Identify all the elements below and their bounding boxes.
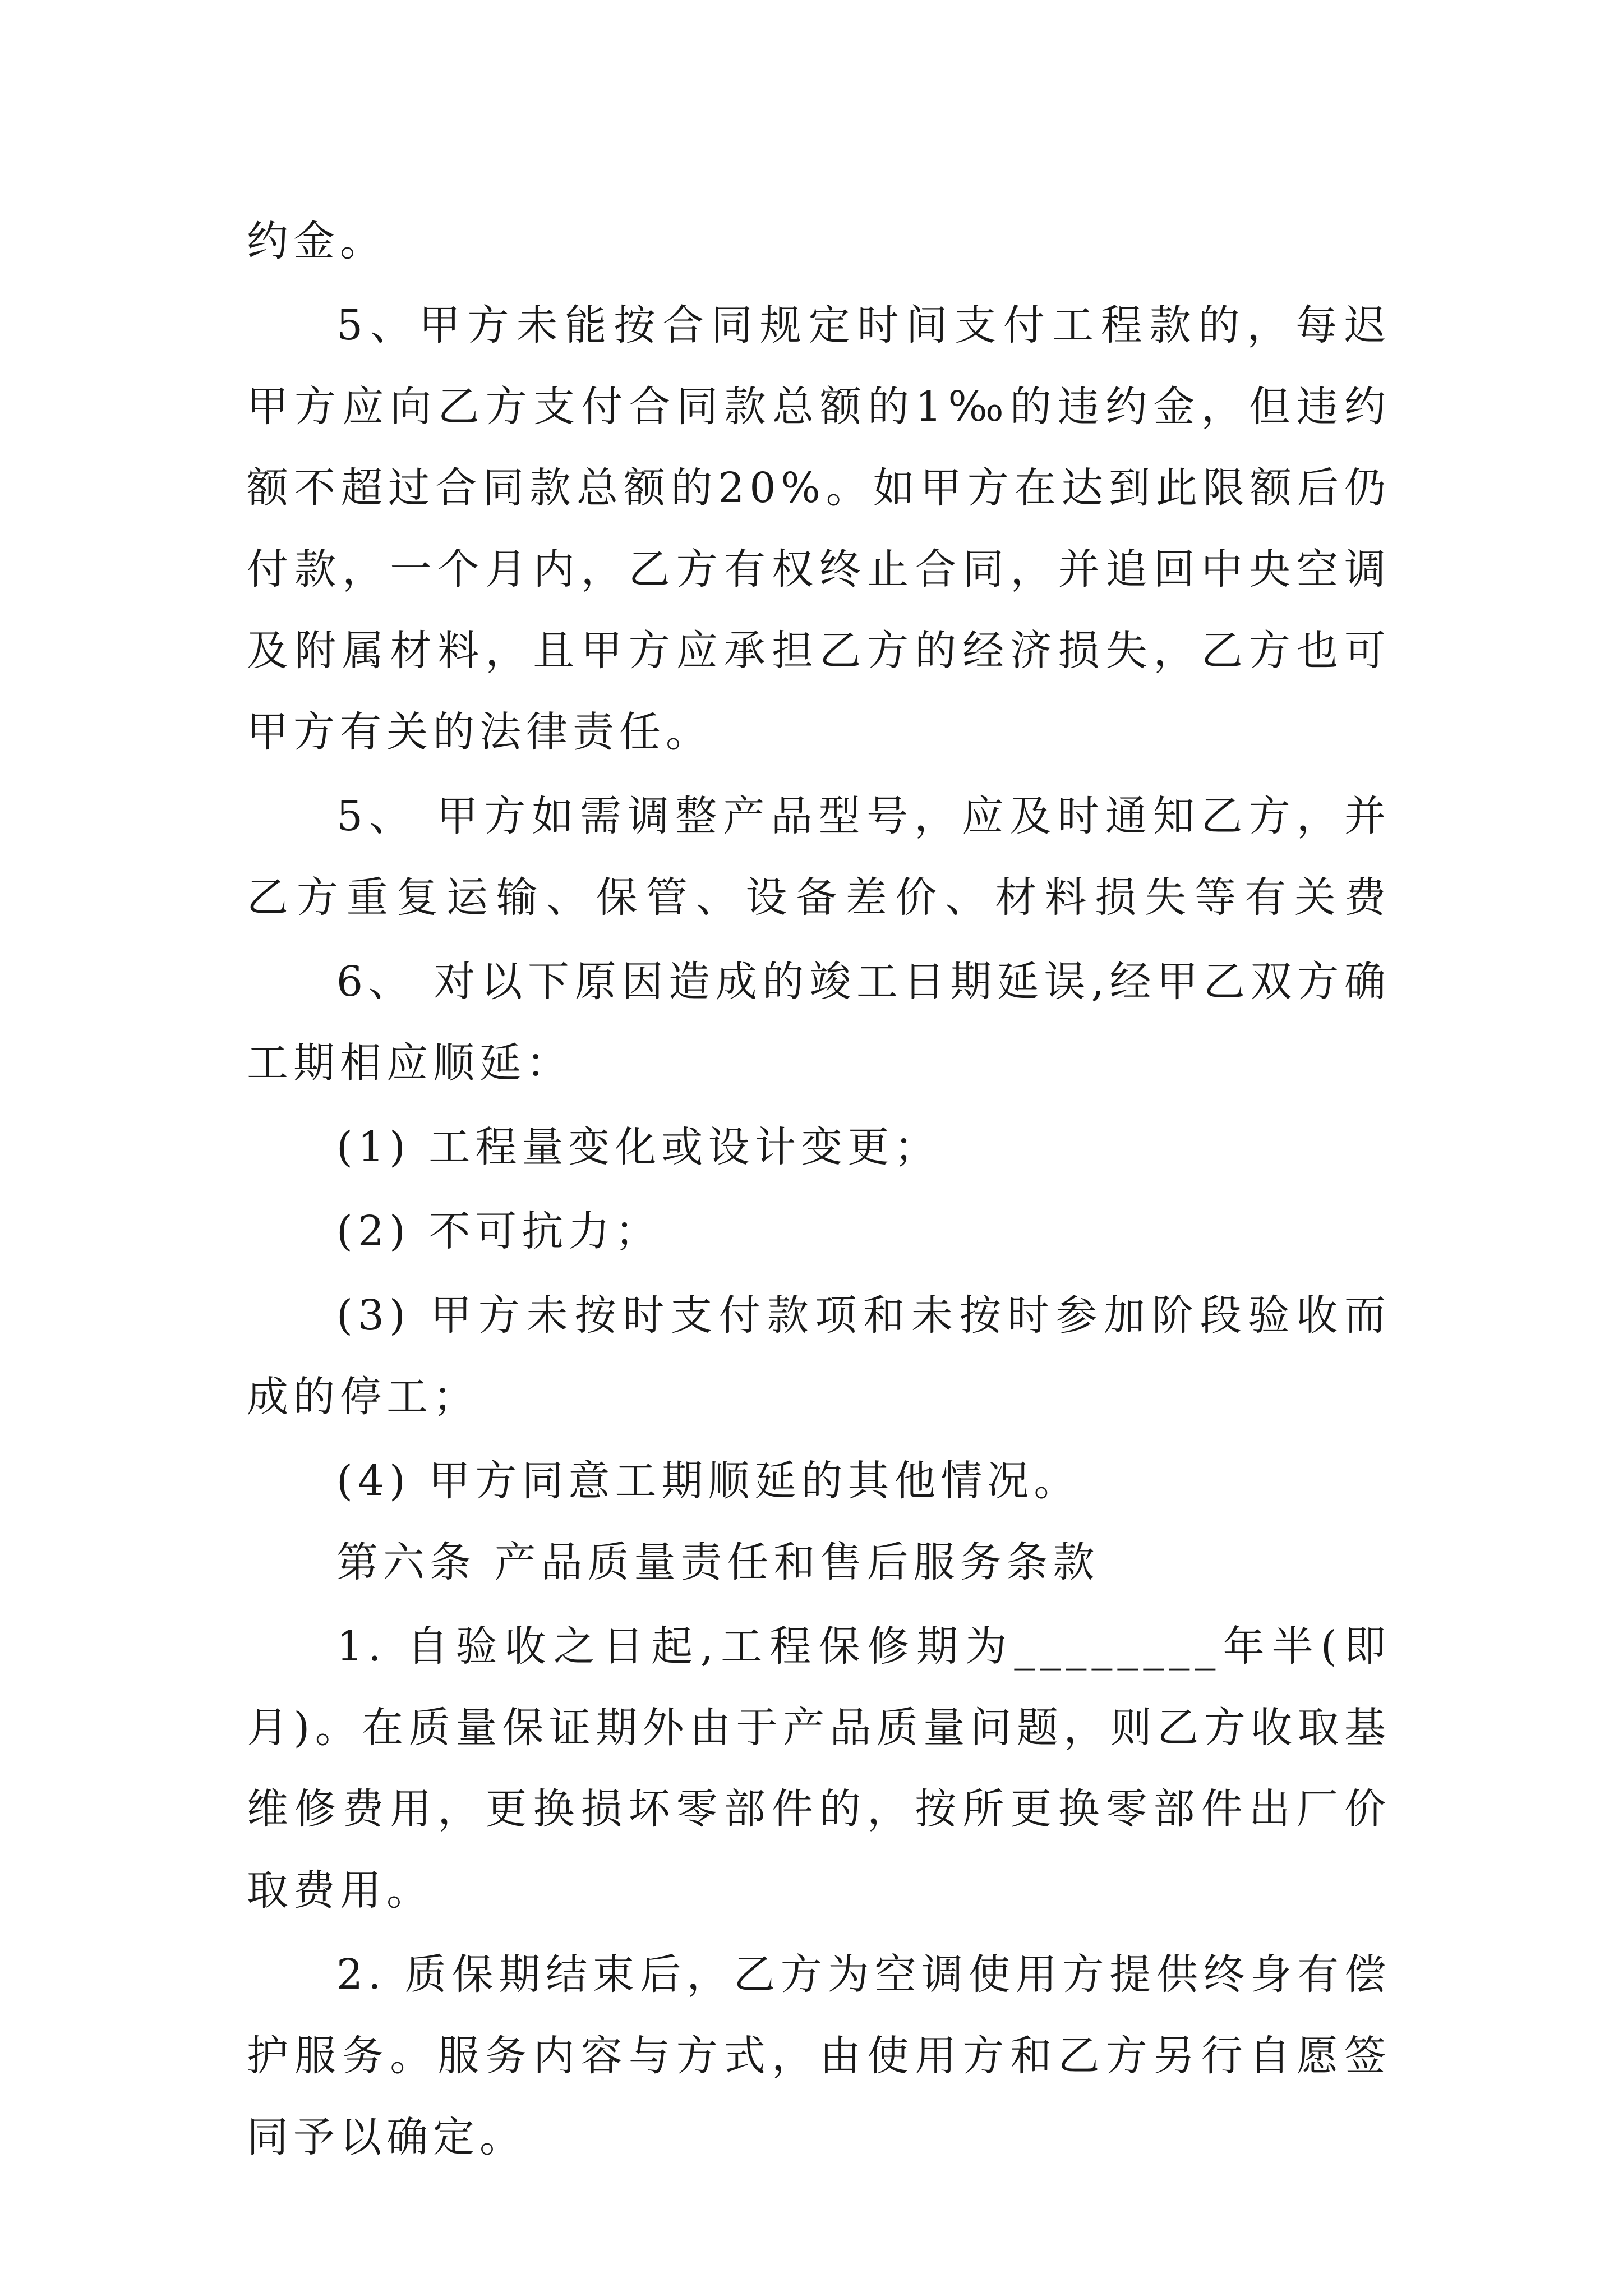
paragraph-line: 及附属材料，且甲方应承担乙方的经济损失，乙方也可 — [247, 627, 1391, 675]
paragraph-line: 2. 质保期结束后，乙方为空调使用方提供终身有偿 — [336, 1950, 1391, 1999]
paragraph-line: 取费用。 — [247, 1866, 433, 1915]
paragraph-line: 护服务。服务内容与方式，由使用方和乙方另行自愿签 — [247, 2032, 1391, 2080]
paragraph-line: 约金。 — [247, 217, 386, 265]
paragraph-line: 同予以确定。 — [247, 2113, 526, 2161]
paragraph-line: 5、甲方未能按合同规定时间支付工程款的，每迟 — [336, 301, 1391, 349]
list-item: (4) 甲方同意工期顺延的其他情况。 — [336, 1457, 1081, 1505]
paragraph-line: 成的停工； — [247, 1373, 479, 1421]
list-item: (1) 工程量变化或设计变更； — [336, 1123, 941, 1171]
paragraph-line: 5、 甲方如需调整产品型号，应及时通知乙方，并 — [336, 792, 1391, 840]
paragraph-line: 维修费用，更换损坏零部件的，按所更换零部件出厂价 — [247, 1785, 1391, 1833]
paragraph-line: 甲方应向乙方支付合同款总额的1‰的违约金，但违约 — [247, 383, 1391, 431]
paragraph-line: 6、 对以下原因造成的竣工日期延误,经甲乙双方确 — [336, 958, 1391, 1006]
section-heading: 第六条 产品质量责任和售后服务条款 — [336, 1538, 1100, 1586]
paragraph-line: 1. 自验收之日起,工程保修期为________年半(即 — [336, 1622, 1391, 1671]
list-item: (3) 甲方未按时支付款项和未按时参加阶段验收而 — [336, 1291, 1391, 1340]
list-item: (2) 不可抗力； — [336, 1207, 662, 1255]
paragraph-line: 月)。在质量保证期外由于产品质量问题，则乙方收取基 — [247, 1704, 1391, 1752]
paragraph-line: 工期相应顺延： — [247, 1039, 573, 1087]
paragraph-line: 额不超过合同款总额的20%。如甲方在达到此限额后仍 — [247, 464, 1391, 512]
paragraph-line: 甲方有关的法律责任。 — [247, 708, 712, 756]
paragraph-line: 乙方重复运输、保管、设备差价、材料损失等有关费 — [247, 873, 1391, 922]
paragraph-line: 付款，一个月内，乙方有权终止合同，并追回中央空调 — [247, 545, 1391, 593]
